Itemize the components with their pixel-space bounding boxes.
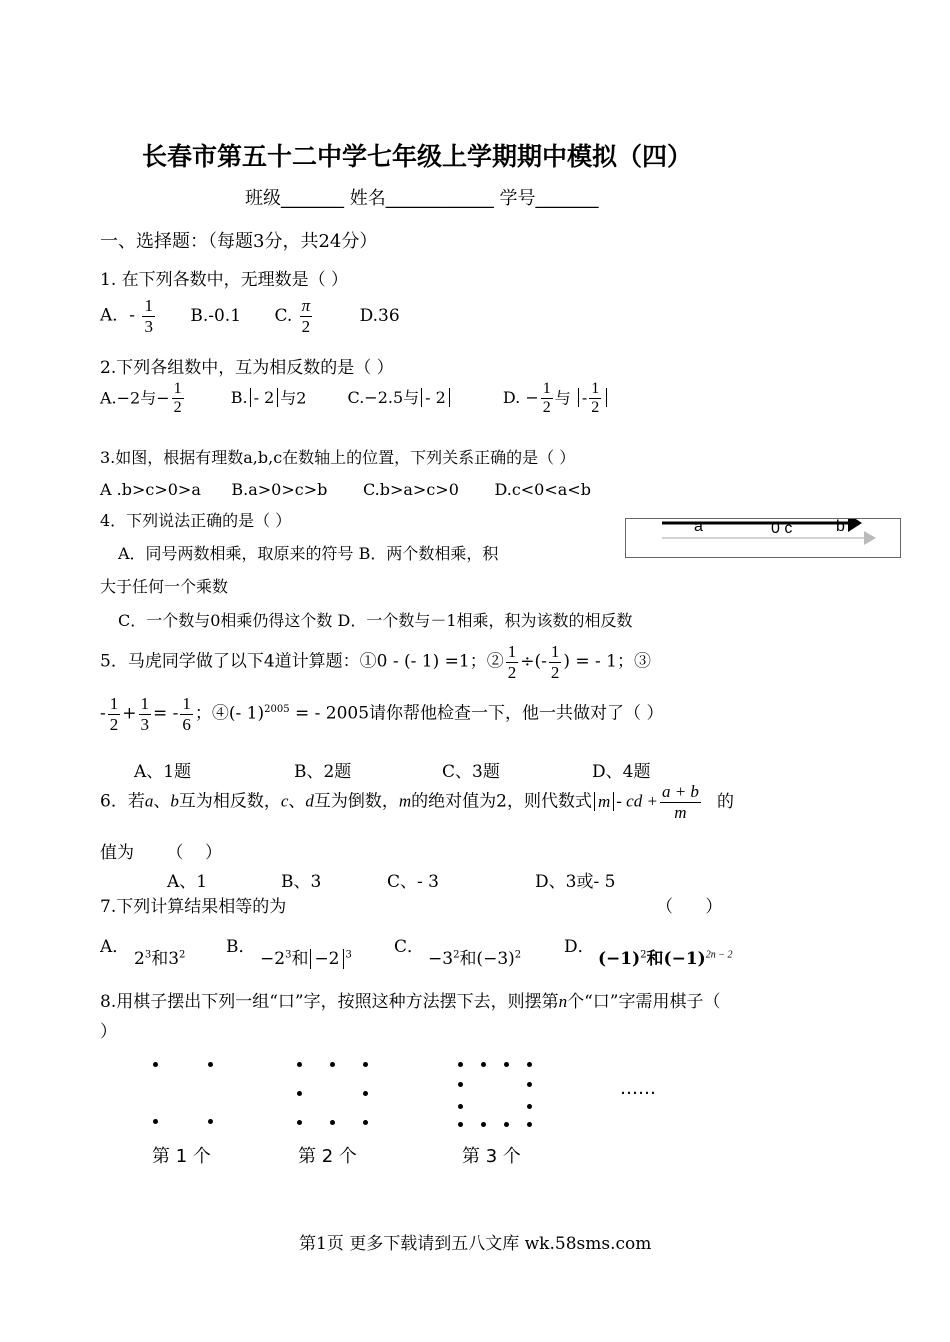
question-3-options: A .b>c>0>a B.a>0>c>b C.b>a>c>0 D.c<0<a<b [100, 480, 591, 499]
point-a-label: a [694, 518, 703, 535]
chess-piece [363, 1091, 368, 1096]
ellipsis: …… [620, 1078, 656, 1099]
absolute-value: −2 [310, 949, 343, 969]
exponent: 3 [285, 949, 292, 961]
text: 和(−3) [459, 949, 515, 969]
chess-piece [527, 1104, 532, 1109]
question-1-stem: 1. 在下列各数中，无理数是（ ） [100, 270, 349, 290]
denominator: 2 [550, 662, 560, 682]
denominator: 6 [182, 714, 191, 734]
variable-n: n [558, 992, 568, 1011]
chess-piece [527, 1082, 532, 1087]
figure-label-2: 第 2 个 [298, 1146, 357, 1167]
chess-piece [297, 1120, 302, 1125]
question-6-line2: 值为 （ ） [100, 843, 223, 863]
text: 8.用棋子摆出下列一组“口”字，按照这种方法摆下去，则摆第 [100, 992, 559, 1012]
text: + [122, 703, 137, 724]
chess-piece [363, 1062, 368, 1067]
variable-a: a [144, 791, 154, 811]
chess-piece [330, 1062, 335, 1067]
text: 互为相反数， [178, 791, 281, 812]
text: 、 [288, 791, 306, 812]
page-footer: 第1页 更多下载请到五八文库 wk.58sms.com [299, 1234, 652, 1254]
denominator: m [674, 802, 687, 822]
chess-piece [153, 1119, 158, 1124]
option-c-prefix: C. [274, 305, 293, 326]
absolute-value: m [594, 792, 614, 811]
option-d: D.36 [359, 305, 400, 326]
exponent: 2005 [264, 703, 290, 715]
numerator: 1 [140, 694, 149, 713]
exponent: 2n − 2 [705, 949, 733, 961]
text: 5．马虎同学做了以下4道计算题：①0 - (- 1) =1；② [100, 651, 504, 672]
numerator: a + b [661, 782, 699, 801]
denominator: 3 [144, 316, 153, 336]
numerator: 1 [109, 694, 119, 713]
variable-c: c [280, 791, 289, 811]
text: 的绝对值为2，则代数式 [411, 791, 592, 812]
text: - [100, 703, 106, 724]
text: 2 [134, 949, 145, 969]
absolute-value: - 2 [421, 388, 450, 407]
option-b-label: B． [226, 937, 256, 957]
text: −3 [428, 949, 454, 969]
text: −2 [260, 949, 286, 969]
numerator: π [301, 296, 311, 315]
chess-piece [481, 1122, 486, 1127]
exponent: 2 [179, 949, 186, 961]
text: 6．若 [100, 791, 145, 812]
chess-piece [504, 1062, 509, 1067]
option-c-label: C． [394, 937, 425, 957]
chess-piece [297, 1062, 302, 1067]
variable-d: d [305, 791, 314, 811]
chess-piece [458, 1062, 463, 1067]
text: 和(−1) [646, 949, 706, 969]
figure-label-1: 第 1 个 [152, 1146, 211, 1167]
chess-piece [330, 1120, 335, 1125]
option-d: D、3或- 5 [535, 872, 616, 892]
text: = - [153, 703, 179, 724]
option-b: B.-0.1 [190, 305, 242, 326]
option-a-label: A． [100, 937, 130, 957]
option-d-mid: 与 [554, 388, 571, 408]
chess-piece [458, 1122, 463, 1127]
question-4-option-ab: A．同号两数相乘，取原来的符号 B．两个数相乘，积 [118, 544, 499, 563]
option-a-prefix: A.−2与− [100, 388, 170, 408]
option-c: C、- 3 [387, 872, 439, 892]
option-b-suffix: 与2 [280, 388, 307, 408]
question-4-option-b-cont: 大于任何一个乘数 [100, 577, 229, 596]
exponent: 2 [453, 949, 460, 961]
option-d: D、4题 [592, 762, 651, 782]
denominator: 2 [591, 399, 600, 417]
chess-piece [458, 1082, 463, 1087]
chess-piece [527, 1062, 532, 1067]
option-b: B、2题 [294, 762, 352, 782]
question-4-option-cd: C．一个数与0相乘仍得这个数 D．一个数与－1相乘，积为该数的相反数 [118, 611, 633, 630]
chess-piece [363, 1120, 368, 1125]
expression: - cd + [616, 791, 658, 811]
text: 和3 [151, 949, 180, 969]
numerator: 1 [541, 380, 553, 399]
numerator: 1 [172, 380, 184, 399]
text: 的 [716, 791, 734, 812]
text: ；④(- 1) [194, 703, 265, 724]
exponent: 2 [514, 949, 522, 961]
numerator: 1 [589, 380, 601, 399]
exponent: 2 [640, 949, 647, 961]
option-b-prefix: B. [230, 388, 248, 408]
chess-piece [208, 1062, 213, 1067]
denominator: 2 [507, 662, 517, 682]
denominator: 2 [301, 316, 311, 336]
question-4-stem: 4．下列说法正确的是（ ） [100, 511, 292, 530]
option-a-prefix: A．- [100, 305, 136, 326]
variable-b: b [170, 791, 179, 811]
text: 和 [291, 949, 309, 969]
chess-piece [504, 1122, 509, 1127]
denominator: 2 [542, 399, 551, 417]
student-info-line: 班级_______ 姓名____________ 学号_______ [245, 188, 599, 209]
text: ÷(- [520, 651, 547, 672]
denominator: 2 [109, 714, 119, 734]
numerator: 1 [182, 694, 191, 713]
option-a: A、1 [167, 872, 208, 892]
exponent: 3 [345, 949, 352, 961]
page-title: 长春市第五十二中学七年级上学期期中模拟（四） [142, 142, 693, 171]
question-7-stem: 7.下列计算结果相等的为 [100, 897, 287, 917]
chess-piece [458, 1104, 463, 1109]
option-c-prefix: C.−2.5与 [347, 388, 420, 408]
chess-piece [208, 1119, 213, 1124]
numerator: 1 [144, 296, 153, 315]
question-3-stem: 3.如图，根据有理数a,b,c在数轴上的位置，下列关系正确的是（ ） [100, 448, 576, 467]
option-d-label: D． [564, 937, 595, 957]
option-d-prefix: D. − [502, 388, 539, 408]
text: 互为倒数， [313, 791, 399, 812]
chess-piece [153, 1062, 158, 1067]
question-8-line2: ） [100, 1022, 117, 1042]
variable-m: m [398, 791, 412, 811]
absolute-value: - 2 [250, 388, 279, 407]
text: 、 [153, 791, 171, 812]
option-a: A、1题 [134, 762, 192, 782]
exponent: 3 [144, 949, 152, 961]
chess-piece [527, 1122, 532, 1127]
denominator: 2 [173, 399, 182, 417]
numerator: 1 [550, 642, 560, 661]
minus-sign: - [581, 388, 588, 408]
point-b-label: b [836, 518, 845, 535]
option-b: B、3 [281, 872, 322, 892]
text: (−1) [598, 949, 641, 969]
figure-label-3: 第 3 个 [462, 1146, 521, 1167]
question-2-stem: 2.下列各组数中，互为相反数的是（ ） [100, 358, 394, 378]
chess-piece [297, 1091, 302, 1096]
text: 个“口”字需用棋子（ [567, 992, 721, 1012]
text: ) = - 1；③ [563, 651, 651, 672]
question-7-paren: （ ） [656, 897, 723, 917]
option-c: C、3题 [442, 762, 500, 782]
denominator: 3 [140, 714, 149, 734]
point-0c-label: 0 c [771, 520, 793, 537]
numerator: 1 [507, 642, 517, 661]
section-heading: 一、选择题：（每题3分，共24分） [100, 231, 378, 252]
text: = - 2005请你帮他检查一下，他一共做对了（ ） [289, 703, 664, 724]
chess-piece [481, 1062, 486, 1067]
